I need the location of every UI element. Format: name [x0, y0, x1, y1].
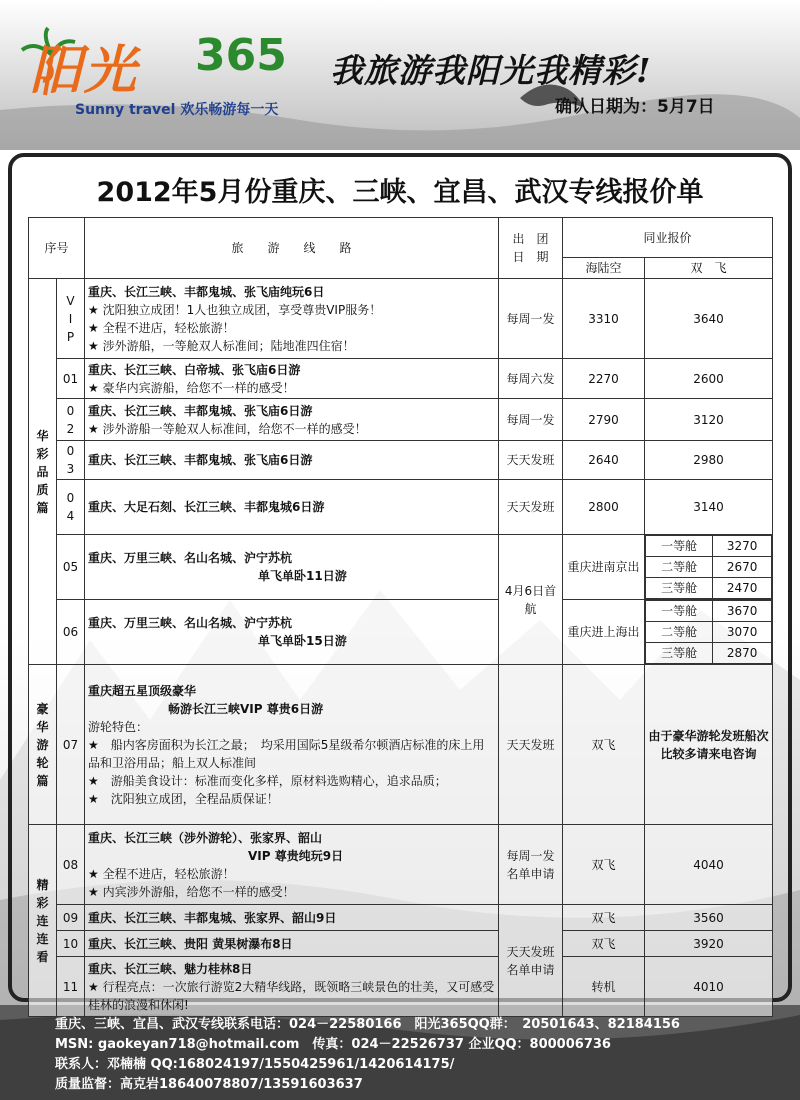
depart-cell: 每周一发: [499, 279, 563, 359]
price-sea-land-air: 2790: [563, 399, 645, 441]
depart-cell: 4月6日首航: [499, 535, 563, 665]
route-endpoints: 重庆进上海出: [563, 600, 645, 665]
header-trade-price: 同业报价: [563, 218, 773, 258]
route-cell: 重庆超五星顶级豪华 畅游长江三峡VIP 尊贵6日游 游轮特色： ★ 船内客房面积为长江之最； 均采用国际5星级希尔顿酒店标准的床上用品和卫浴用品；船上双人标准间 ★ 游船美食设计：标准而变化多样，原材料选购精心，追求品质； ★ 沈阳独立成团，全程品质保证！: [85, 665, 499, 825]
footer-contact-person: 联系人：邓楠楠 QQ:168024197/1550425961/1420614175/: [55, 1057, 455, 1072]
section-luxury: 豪华游轮篇: [29, 665, 57, 825]
route-cell: 重庆、长江三峡、贵阳 黄果树瀑布8日: [85, 931, 499, 957]
price-sea-land-air: 3310: [563, 279, 645, 359]
row-id: 02: [57, 399, 85, 441]
row-id: 08: [57, 825, 85, 905]
price-double-fly: 3920: [645, 931, 773, 957]
confirm-date: 确认日期为：5月7日: [555, 97, 715, 117]
header-double-fly: 双 飞: [645, 258, 773, 279]
row-id: 06: [57, 600, 85, 665]
price-sea-land-air: 双飞: [563, 905, 645, 931]
route-cell: 重庆、长江三峡、丰都鬼城、张飞庙纯玩6日 ★ 沈阳独立成团！1人也独立成团，享受尊贵VIP服务！ ★ 全程不进店，轻松旅游！ ★ 涉外游船，一等舱双人标准间；陆地准四住宿！: [85, 279, 499, 359]
cabin-price-cell: [645, 535, 773, 600]
route-endpoints: 重庆进南京出: [563, 535, 645, 600]
cabin-price-cell: [645, 600, 773, 665]
section-huacai: 华彩品质篇: [29, 279, 57, 665]
price-double-fly: 2980: [645, 441, 773, 480]
slogan: 我旅游我阳光我精彩!: [330, 51, 652, 90]
price-sea-land-air: 2640: [563, 441, 645, 480]
depart-cell: 天天发班: [499, 665, 563, 825]
page-title: 2012年5月份重庆、三峡、宜昌、武汉专线报价单: [96, 177, 704, 208]
header-sea-land-air: 海陆空: [563, 258, 645, 279]
row-id: 11: [57, 957, 85, 1017]
footer-quality-supervision: 质量监督：高克岩18640078807/13591603637: [55, 1077, 363, 1092]
luxury-note: 由于豪华游轮发班船次比较多请来电咨询: [645, 665, 773, 825]
route-cell: 重庆、长江三峡、魅力桂林8日 ★ 行程亮点：一次旅行游览2大精华线路，既领略三峡景色的壮美，又可感受桂林的浪漫和休闲!: [85, 957, 499, 1017]
depart-cell: 天天发班名单申请: [499, 905, 563, 1017]
depart-cell: 天天发班: [499, 441, 563, 480]
price-double-fly: 3140: [645, 480, 773, 535]
section-jingcai: 精彩连连看: [29, 825, 57, 1017]
price-sea-land-air: 转机: [563, 957, 645, 1017]
price-sea-land-air: 2800: [563, 480, 645, 535]
depart-cell: 每周一发: [499, 399, 563, 441]
header-route: 旅 游 线 路: [85, 218, 499, 279]
route-cell: 重庆、长江三峡、丰都鬼城、张飞庙6日游 ★ 涉外游船一等舱双人标准间，给您不一样的感受！: [85, 399, 499, 441]
row-id: 04: [57, 480, 85, 535]
route-cell: 重庆、长江三峡（涉外游轮）、张家界、韶山 VIP 尊贵纯玩9日 ★ 全程不进店，轻松旅游！ ★ 内宾涉外游船，给您不一样的感受！: [85, 825, 499, 905]
cabin-table: 一等舱 3270 二等舱 2670 三等舱 2470: [645, 535, 772, 599]
cabin-table: 一等舱 3670 二等舱 3070 三等舱 2870: [645, 600, 772, 664]
price-double-fly: 3560: [645, 905, 773, 931]
price-sea-land-air: 双飞: [563, 931, 645, 957]
price-double-fly: 3640: [645, 279, 773, 359]
price-sea-land-air: 双飞: [563, 665, 645, 825]
route-cell: 重庆、长江三峡、丰都鬼城、张飞庙6日游: [85, 441, 499, 480]
price-sea-land-air: 双飞: [563, 825, 645, 905]
price-sea-land-air: 2270: [563, 359, 645, 399]
footer-msn-line: MSN: gaokeyan718@hotmail.com 传真：024－22526737 企业QQ：800006736: [55, 1037, 611, 1052]
depart-cell: 每周一发名单申请: [499, 825, 563, 905]
price-double-fly: 4010: [645, 957, 773, 1017]
depart-cell: 每周六发: [499, 359, 563, 399]
footer-phone-line: 重庆、三峡、宜昌、武汉专线联系电话：024－22580166 阳光365QQ群： 20501643、82184156: [55, 1017, 680, 1032]
logo-number: 365: [195, 30, 287, 81]
row-id: 10: [57, 931, 85, 957]
row-id: 03: [57, 441, 85, 480]
logo-subtitle: Sunny travel 欢乐畅游每一天: [75, 102, 279, 118]
header-seq: 序号: [29, 218, 85, 279]
row-id: 05: [57, 535, 85, 600]
route-cell: 重庆、万里三峡、名山名城、沪宁苏杭 单飞单卧15日游: [85, 600, 499, 665]
header: [0, 0, 800, 150]
row-id: VIP: [57, 279, 85, 359]
route-cell: 重庆、长江三峡、白帝城、张飞庙6日游 ★ 豪华内宾游船，给您不一样的感受！: [85, 359, 499, 399]
header-depart: 出 团 日 期: [499, 218, 563, 279]
price-double-fly: 4040: [645, 825, 773, 905]
row-id: 01: [57, 359, 85, 399]
logo-text: 阳光: [30, 40, 139, 101]
row-id: 09: [57, 905, 85, 931]
route-cell: 重庆、长江三峡、丰都鬼城、张家界、韶山9日: [85, 905, 499, 931]
price-double-fly: 3120: [645, 399, 773, 441]
footer-contact: [0, 1005, 800, 1100]
depart-cell: 天天发班: [499, 480, 563, 535]
route-cell: 重庆、万里三峡、名山名城、沪宁苏杭 单飞单卧11日游: [85, 535, 499, 600]
price-table: [28, 217, 773, 1017]
route-cell: 重庆、大足石刻、长江三峡、丰都鬼城6日游: [85, 480, 499, 535]
row-id: 07: [57, 665, 85, 825]
price-double-fly: 2600: [645, 359, 773, 399]
